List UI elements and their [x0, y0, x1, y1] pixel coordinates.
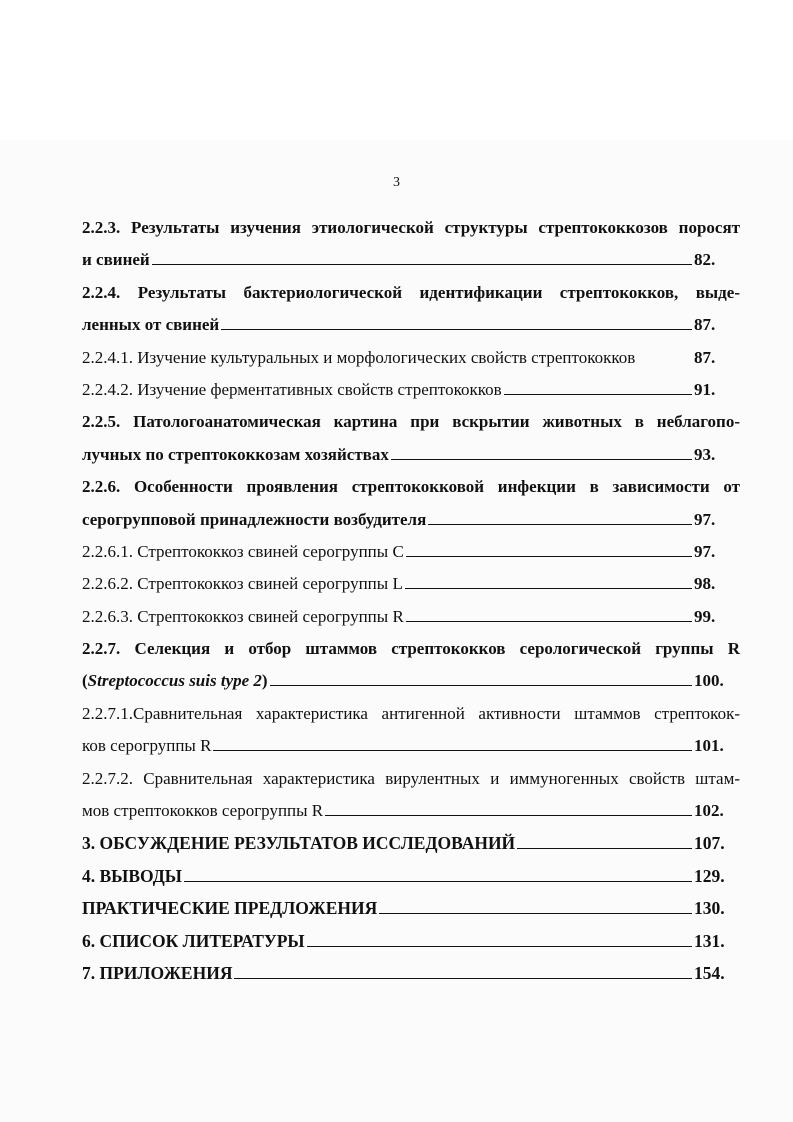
- toc-page-number: 97.: [694, 509, 716, 529]
- toc-page-number: 97.: [694, 541, 716, 561]
- toc-section-4: [82, 860, 740, 892]
- toc-page-number: 93.: [694, 444, 716, 464]
- leader-line: [213, 750, 692, 751]
- leader-line: [391, 459, 692, 460]
- toc-entry-2-2-5-line2: [82, 439, 740, 471]
- toc-page-number: 102.: [694, 801, 724, 821]
- toc-entry-text: ков серогруппы R: [82, 736, 212, 756]
- toc-entry-text: ПРАКТИЧЕСКИЕ ПРЕДЛОЖЕНИЯ: [82, 898, 378, 919]
- toc-entry-text: [82, 665, 268, 697]
- toc-entry-2-2-6-line1: 2.2.6. Особенности проявления стрептококковой инфекции в зависимости от: [82, 477, 740, 497]
- toc-page-number: 107.: [694, 833, 725, 854]
- toc-entry-2-2-6-3: [82, 601, 740, 633]
- toc-page-number: 129.: [694, 865, 725, 886]
- leader-line: [270, 685, 692, 686]
- page-number: 3: [393, 175, 400, 190]
- toc-entry-2-2-6-1: [82, 536, 740, 568]
- leader-line: [428, 524, 692, 525]
- leader-line: [221, 329, 692, 330]
- toc-entry-text: мов стрептококков серогруппы R: [82, 801, 324, 821]
- toc-entry-text: 2.2.4.1. Изучение культуральных и морфологических свойств стрептококков: [82, 347, 636, 367]
- toc-entry-2-2-6-2: [82, 568, 740, 600]
- toc-entry-text: и свиней: [82, 250, 150, 270]
- toc-entry-2-2-7-1-line2: [82, 730, 740, 762]
- table-of-contents: [82, 212, 740, 989]
- leader-line: [406, 556, 692, 557]
- scan-margin: [0, 0, 793, 140]
- toc-entry-text: 2.2.6.1. Стрептококкоз свиней серогруппы С: [82, 541, 404, 561]
- toc-entry-2-2-4-2: [82, 374, 740, 406]
- paren-open: (: [82, 671, 88, 691]
- toc-page-number: 101.: [694, 736, 724, 756]
- toc-entry-2-2-7-line2: [82, 665, 740, 697]
- toc-entry-2-2-7-2-line1: 2.2.7.2. Сравнительная характеристика вирулентных и иммуногенных свойств штам-: [82, 768, 740, 788]
- toc-entry-text: 2.2.4.2. Изучение ферментативных свойств стрептококков: [82, 379, 502, 399]
- leader-line: [405, 588, 692, 589]
- toc-entry-2-2-7-2-line2: [82, 795, 740, 827]
- leader-line: [504, 394, 692, 395]
- toc-entry-text: 3. ОБСУЖДЕНИЕ РЕЗУЛЬТАТОВ ИССЛЕДОВАНИЙ: [82, 833, 516, 854]
- toc-page-number: 87.: [694, 347, 716, 367]
- toc-page-number: 130.: [694, 898, 725, 919]
- toc-page-number: 91.: [694, 379, 716, 399]
- toc-entry-text: 7. ПРИЛОЖЕНИЯ: [82, 962, 233, 983]
- toc-page-number: 98.: [694, 574, 716, 594]
- toc-entry-2-2-7-line1: 2.2.7. Селекция и отбор штаммов стрептококков серологической группы R: [82, 639, 740, 659]
- leader-line: [184, 881, 692, 882]
- leader-line: [152, 264, 692, 265]
- toc-entry-2-2-3-line2: [82, 244, 740, 276]
- toc-entry-2-2-4-line2: [82, 309, 740, 341]
- toc-entry-2-2-6-line2: [82, 504, 740, 536]
- species-name: Streptococcus suis type 2: [87, 671, 262, 691]
- toc-section-7: [82, 957, 740, 989]
- toc-entry-text: 4. ВЫВОДЫ: [82, 865, 182, 886]
- toc-page-number: 131.: [694, 930, 725, 951]
- leader-line: [517, 848, 692, 849]
- leader-line: [307, 946, 692, 947]
- leader-line: [406, 621, 692, 622]
- toc-page-number: 87.: [694, 315, 716, 335]
- toc-entry-2-2-5-line1: 2.2.5. Патологоанатомическая картина при вскрытии животных в неблагопо-: [82, 412, 740, 432]
- leader-line: [325, 815, 692, 816]
- leader-line: [379, 913, 692, 914]
- toc-page-number: 154.: [694, 962, 725, 983]
- toc-entry-2-2-4-1: [82, 342, 740, 374]
- toc-entry-text: лучных по стрептококкозам хозяйствах: [82, 444, 389, 464]
- toc-page-number: 100.: [694, 671, 724, 691]
- toc-page-number: 99.: [694, 606, 716, 626]
- paren-close: ): [261, 671, 268, 691]
- toc-entry-text: 6. СПИСОК ЛИТЕРАТУРЫ: [82, 930, 305, 951]
- toc-entry-2-2-4-line1: 2.2.4. Результаты бактериологической идентификации стрептококков, выде-: [82, 282, 740, 302]
- toc-entry-2-2-3-line1: 2.2.3. Результаты изучения этиологической структуры стрептококкозов поросят: [82, 218, 740, 237]
- toc-section-6: [82, 925, 740, 957]
- toc-page-number: 82.: [694, 250, 716, 270]
- toc-entry-text: 2.2.6.3. Стрептококкоз свиней серогруппы R: [82, 606, 404, 626]
- toc-entry-text: ленных от свиней: [82, 315, 220, 335]
- toc-section-practical: [82, 892, 740, 924]
- toc-entry-text: серогрупповой принадлежности возбудителя: [82, 509, 427, 529]
- toc-entry-text: 2.2.6.2. Стрептококкоз свиней серогруппы L: [82, 574, 403, 594]
- toc-entry-2-2-7-1-line1: 2.2.7.1.Сравнительная характеристика антигенной активности штаммов стрептокок-: [82, 703, 740, 723]
- toc-section-3: [82, 827, 740, 859]
- leader-line: [234, 978, 692, 979]
